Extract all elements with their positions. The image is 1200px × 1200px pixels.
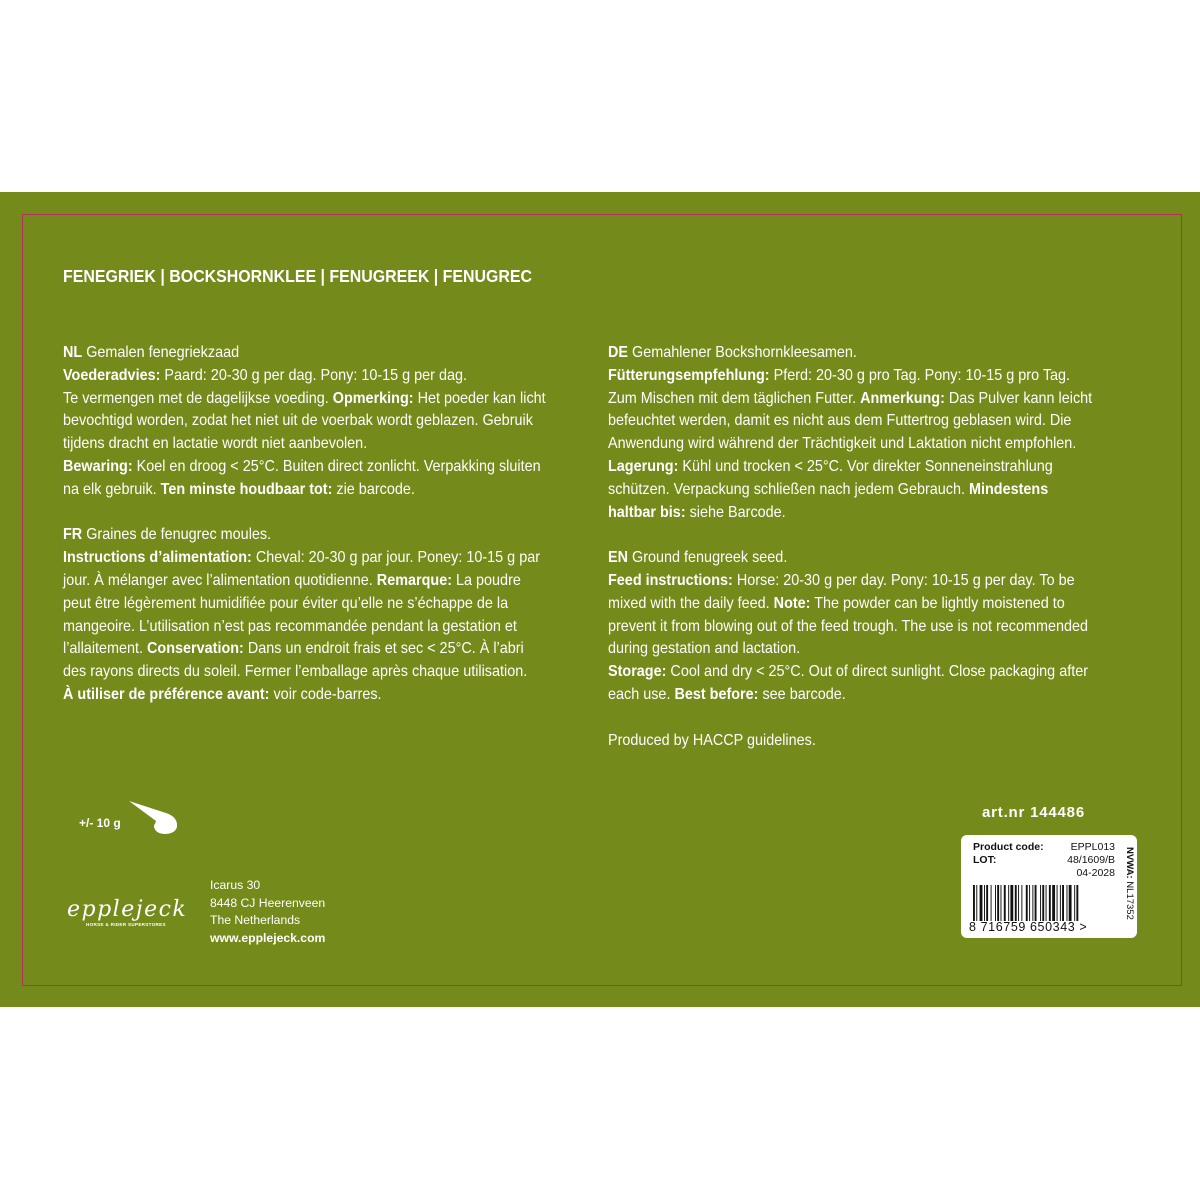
svg-text:HORSE & RIDER SUPERSTORES: HORSE & RIDER SUPERSTORES	[86, 922, 166, 927]
company-address	[210, 877, 325, 947]
svg-text:epplejeck: epplejeck	[67, 897, 188, 922]
text: siehe Barcode.	[685, 503, 786, 521]
text: zie barcode.	[332, 480, 415, 498]
lang-code: DE	[608, 344, 629, 361]
text: schützen. Verpackung schließen nach jedem Gebrauch.	[608, 480, 970, 498]
section-nl	[63, 342, 603, 502]
barcode-bar	[991, 885, 992, 921]
barcode-digits: 8 716759 650343 >	[969, 920, 1088, 934]
barcode-bar	[1049, 885, 1051, 921]
text: jour. À mélanger avec l’alimentation quotidienne.	[63, 571, 377, 589]
label-best-before: haltbar bis:	[608, 503, 686, 521]
barcode-bar	[1026, 885, 1028, 921]
barcode-bar	[1076, 885, 1078, 921]
scoop-amount: +/- 10 g	[79, 816, 121, 830]
label-note: Opmerking:	[332, 389, 414, 407]
haccp-text: Produced by HACCP guidelines.	[608, 731, 816, 749]
barcode-bar	[986, 885, 988, 921]
barcode-bar	[1021, 885, 1022, 921]
text: voir code-barres.	[269, 685, 382, 703]
barcode-bar	[995, 885, 996, 921]
barcode-bar	[1001, 885, 1002, 921]
left-column	[63, 342, 603, 730]
label-best-before: Best before:	[674, 685, 759, 703]
barcode-bar	[980, 885, 983, 921]
text: Das Pulver kann leicht	[944, 389, 1093, 407]
label-feed: Fütterungsempfehlung:	[608, 366, 770, 384]
barcode-bar	[1032, 885, 1033, 921]
label-note: Remarque:	[376, 571, 453, 589]
text: The powder can be lightly moistened to	[810, 594, 1065, 612]
nvwa-value: NL17352	[1124, 878, 1135, 920]
barcode-bar	[976, 885, 977, 921]
text-line: mangeoire. L’utilisation n’est pas recommandée pendant la gestation et	[63, 617, 517, 635]
text-line: during gestation and lactation.	[608, 640, 801, 658]
text: Het poeder kan licht	[413, 389, 546, 407]
product-name: Gemalen fenegriekzaad	[82, 344, 240, 361]
label-feed: Instructions d’alimentation:	[63, 549, 252, 567]
text-storage: Koel en droog < 25°C. Buiten direct zonlicht. Verpakking sluiten	[132, 457, 541, 475]
text-feed: Paard: 20-30 g per dag. Pony: 10-15 g per dag.	[160, 366, 468, 384]
barcode-bar	[1057, 885, 1058, 921]
barcode-bar	[973, 885, 975, 921]
barcode-bar	[1008, 885, 1009, 921]
label-best-before: Mindestens	[969, 480, 1049, 498]
scoop-icon	[126, 799, 184, 835]
label-feed: Feed instructions:	[608, 571, 733, 589]
text-feed: Horse: 20-30 g per day. Pony: 10-15 g per day. To be	[732, 571, 1075, 589]
barcode-bar	[1018, 885, 1019, 921]
text-line: tijdens dracht en lactatie wordt niet aanbevolen.	[63, 435, 368, 453]
nvwa-label: NVWA:	[1124, 847, 1135, 879]
label-feed: Voederadvies:	[63, 366, 161, 384]
address-street: Icarus 30	[210, 878, 261, 892]
lot-value: 48/1609/B	[1067, 854, 1115, 866]
label-best-before: À utiliser de préférence avant:	[63, 685, 270, 703]
product-name: Graines de fenugrec moules.	[82, 526, 272, 544]
text: mixed with the daily feed.	[608, 594, 774, 612]
website-link[interactable]: www.epplejeck.com	[210, 930, 326, 945]
barcode-bar	[1062, 885, 1064, 921]
text: La poudre	[452, 571, 521, 589]
product-code-box	[961, 835, 1137, 938]
text: l’allaitement.	[63, 640, 148, 658]
product-title: FENEGRIEK | BOCKSHORNKLEE | FENUGREEK | FENUGREC	[63, 266, 533, 286]
label-storage: Storage:	[608, 663, 667, 681]
product-label	[0, 192, 1200, 1007]
barcode-bar	[1015, 885, 1017, 921]
barcode-bar	[1040, 885, 1041, 921]
barcode-bar	[1042, 885, 1044, 921]
haccp-note	[608, 730, 1148, 753]
barcode-bar	[1052, 885, 1055, 921]
section-de	[608, 342, 1148, 524]
barcode	[973, 885, 1123, 921]
address-country: The Netherlands	[210, 913, 301, 927]
nvwa-number	[1124, 847, 1135, 920]
right-column	[608, 342, 1148, 775]
text-line: Anwendung wird während der Trächtigkeit und Laktation nicht empfohlen.	[608, 435, 1077, 453]
barcode-bar	[1069, 885, 1072, 921]
article-number: art.nr 144486	[982, 804, 1085, 821]
label-note: Note:	[773, 594, 811, 612]
text: Te vermengen met de dagelijkse voeding.	[63, 389, 333, 407]
text-feed: Pferd: 20-30 g pro Tag. Pony: 10-15 g pro Tag.	[769, 366, 1071, 384]
section-en	[608, 547, 1148, 707]
text-line: befeuchtet werden, damit es nicht aus dem Futtertrog geblasen wird. Die	[608, 412, 1072, 430]
barcode-bar	[1010, 885, 1013, 921]
text: see barcode.	[758, 685, 846, 703]
barcode-bar	[1004, 885, 1006, 921]
label-note: Anmerkung:	[860, 389, 945, 407]
barcode-bar	[1060, 885, 1061, 921]
barcode-bar	[1029, 885, 1030, 921]
label-best-before: Ten minste houdbaar tot:	[160, 480, 333, 498]
lang-code: FR	[63, 526, 83, 544]
product-name: Gemahlener Bockshornkleesamen.	[628, 344, 857, 361]
text: Zum Mischen mit dem täglichen Futter.	[608, 389, 861, 407]
text-line: prevent it from blowing out of the feed trough. The use is not recommended	[608, 617, 1089, 635]
epplejeck-logo	[66, 892, 192, 932]
text: na elk gebruik.	[63, 480, 161, 498]
lang-code: NL	[63, 344, 83, 361]
lot-label: LOT:	[973, 854, 997, 866]
barcode-bar	[1067, 885, 1068, 921]
text-storage: Kühl und trocken < 25°C. Vor direkter Sonneneinstrahlung	[678, 457, 1053, 475]
label-storage: Bewaring:	[63, 457, 133, 475]
barcode-bar	[1035, 885, 1037, 921]
text-storage: Cool and dry < 25°C. Out of direct sunlight. Close packaging after	[666, 663, 1089, 681]
text: each use.	[608, 685, 675, 703]
barcode-bar	[984, 885, 985, 921]
product-code-value: EPPL013	[1070, 841, 1115, 853]
label-storage: Conservation:	[147, 640, 244, 658]
text-line: peut être légèrement humidifiée pour éviter qu’elle ne s’échappe de la	[63, 594, 509, 612]
text-line: des rayons directs du soleil. Fermer l’emballage après chaque utilisation.	[63, 663, 528, 681]
lang-code: EN	[608, 549, 629, 567]
address-city: 8448 CJ Heerenveen	[210, 895, 326, 910]
text-line: bevochtigd worden, zodat het niet uit de voerbak wordt geblazen. Gebruik	[63, 412, 533, 430]
expiry-date: 04-2028	[1076, 867, 1115, 879]
barcode-bar	[997, 885, 999, 921]
barcode-bar	[1046, 885, 1047, 921]
product-code-label: Product code:	[973, 841, 1044, 853]
label-storage: Lagerung:	[608, 457, 679, 475]
product-name: Ground fenugreek seed.	[628, 549, 788, 567]
text: Dans un endroit frais et sec < 25°C. À l’abri	[243, 640, 524, 658]
section-fr	[63, 524, 603, 706]
barcode-bar	[1074, 885, 1075, 921]
text-feed: Cheval: 20-30 g par jour. Poney: 10-15 g par	[251, 549, 540, 567]
